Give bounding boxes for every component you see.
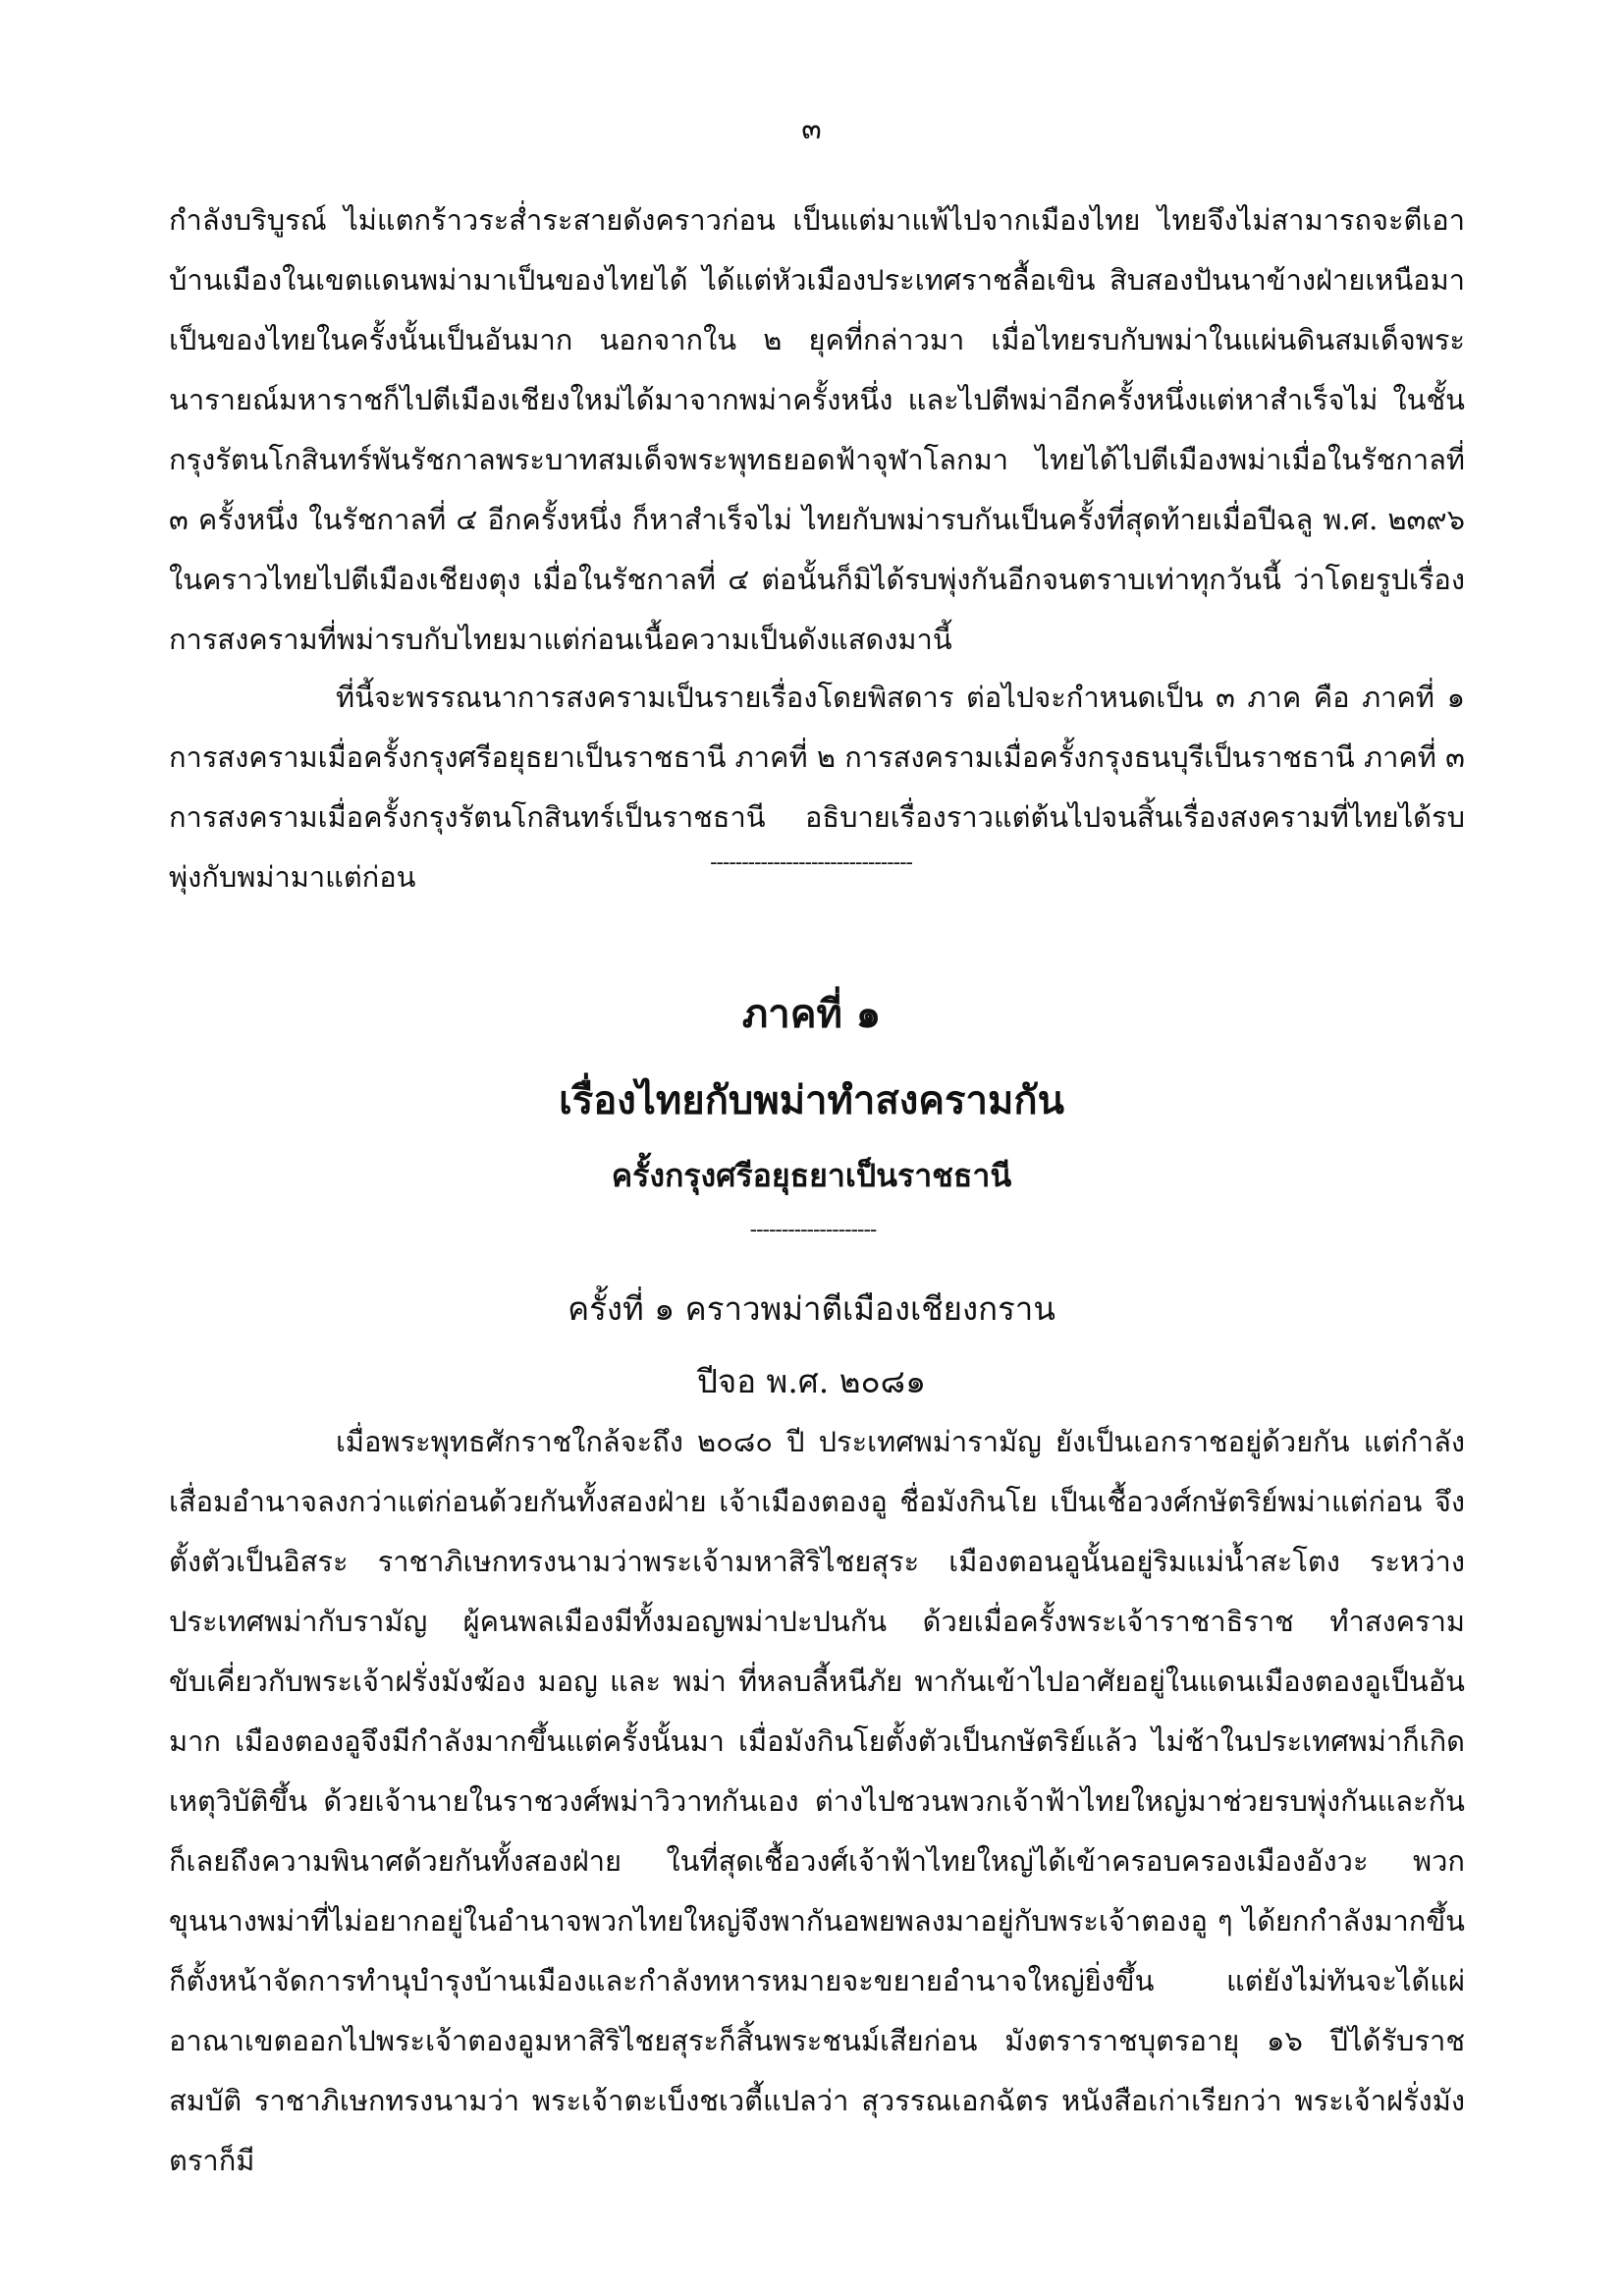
part-heading: ภาคที่ ๑	[741, 991, 882, 1037]
episode-body-block	[169, 1412, 1465, 2191]
overview-paragraph: ที่นี้จะพรรณนาการสงครามเป็นรายเรื่องโดยพิสดาร ต่อไปจะกำหนดเป็น ๓ ภาค คือ ภาคที่ ๑ การสงครามเมื่อครั้งกรุงศรีอยุธยาเป็นราชธานี ภาคที่ ๒ การสงครามเมื่อครั้งกรุงธนบุรีเป็นราชธานี ภาคที่ ๓ การสงครามเมื่อครั้งกรุงรัตนโกสินทร์เป็นราชธานี อธิบายเรื่องราวแต่ต้นไปจนสิ้นเรื่องสงครามที่ไทยได้รบพุ่งกับพม่ามาแต่ก่อน	[169, 681, 1465, 894]
section-separator: --------------------------------	[710, 850, 912, 875]
episode-title: ครั้งที่ ๑ คราวพม่าตีเมืองเชียงกราน	[568, 1289, 1055, 1328]
part-era: ครั้งกรุงศรีอยุธยาเป็นราชธานี	[611, 1157, 1012, 1194]
title-separator: --------------------	[749, 1218, 877, 1242]
intro-paragraph: กำลังบริบูรณ์ ไม่แตกร้าวระส่ำระสายดังคราวก่อน เป็นแต่มาแพ้ไปจากเมืองไทย ไทยจึงไม่สามารถจะตีเอาบ้านเมืองในเขตแดนพม่ามาเป็นของไทยได้ ได้แต่หัวเมืองประเทศราชลื้อเขิน สิบสองปันนาข้างฝ่ายเหนือมาเป็นของไทยในครั้งนั้นเป็นอันมาก นอกจากใน ๒ ยุคที่กล่าวมา เมื่อไทยรบกับพม่าในแผ่นดินสมเด็จพระนารายณ์มหาราชก็ไปตีเมืองเชียงใหม่ได้มาจากพม่าครั้งหนึ่ง และไปตีพม่าอีกครั้งหนึ่งแต่หาสำเร็จไม่ ในชั้นกรุงรัตนโกสินทร์พันรัชกาลพระบาทสมเด็จพระพุทธยอดฟ้าจุฬาโลกมา ไทยได้ไปตีเมืองพม่าเมื่อในรัชกาลที่ ๓ ครั้งหนึ่ง ในรัชกาลที่ ๔ อีกครั้งหนึ่ง ก็หาสำเร็จไม่ ไทยกับพม่ารบกันเป็นครั้งที่สุดท้ายเมื่อปีฉลู พ.ศ. ๒๓๙๖ ในคราวไทยไปตีเมืองเชียงตุง เมื่อในรัชกาลที่ ๔ ต่อนั้นก็มิได้รบพุ่งกันอีกจนตราบเท่าทุกวันนี้ ว่าโดยรูปเรื่องการสงครามที่พม่ารบกับไทยมาแต่ก่อนเนื้อความเป็นดังแสดงมานี้	[169, 203, 1465, 656]
intro-paragraph-block	[169, 191, 1465, 670]
page-number: ๓	[801, 112, 822, 146]
part-subject: เรื่องไทยกับพม่าทำสงครามกัน	[559, 1077, 1064, 1123]
episode-year: ปีจอ พ.ศ. ๒๐๘๑	[696, 1362, 927, 1400]
episode-body: เมื่อพระพุทธศักราชใกล้จะถึง ๒๐๘๐ ปี ประเทศพม่ารามัญ ยังเป็นเอกราชอยู่ด้วยกัน แต่กำลังเสื่อมอำนาจลงกว่าแต่ก่อนด้วยกันทั้งสองฝ่าย เจ้าเมืองตองอู ชื่อมังกินโย เป็นเชื้อวงศ์กษัตริย์พม่าแต่ก่อน จึงตั้งตัวเป็นอิสระ ราชาภิเษกทรงนามว่าพระเจ้ามหาสิริไชยสุระ เมืองตอนอูนั้นอยู่ริมแม่น้ำสะโตง ระหว่างประเทศพม่ากับรามัญ ผู้คนพลเมืองมีทั้งมอญพม่าปะปนกัน ด้วยเมื่อครั้งพระเจ้าราชาธิราช ทำสงครามขับเคี่ยวกับพระเจ้าฝรั่งมังฆ้อง มอญ และ พม่า ที่หลบลี้หนีภัย พากันเข้าไปอาศัยอยู่ในแดนเมืองตองอูเป็นอันมาก เมืองตองอูจึงมีกำลังมากขึ้นแต่ครั้งนั้นมา เมื่อมังกินโยตั้งตัวเป็นกษัตริย์แล้ว ไม่ช้าในประเทศพม่าก็เกิดเหตุวิบัติขึ้น ด้วยเจ้านายในราชวงศ์พม่าวิวาทกันเอง ต่างไปชวนพวกเจ้าฟ้าไทยใหญ่มาช่วยรบพุ่งกันและกัน ก็เลยถึงความพินาศด้วยกันทั้งสองฝ่าย ในที่สุดเชื้อวงศ์เจ้าฟ้าไทยใหญ่ได้เข้าครอบครองเมืองอังวะ พวกขุนนางพม่าที่ไม่อยากอยู่ในอำนาจพวกไทยใหญ่จึงพากันอพยพลงมาอยู่กับพระเจ้าตองอู ๆ ได้ยกกำลังมากขึ้น ก็ตั้งหน้าจัดการทำนุบำรุงบ้านเมืองและกำลังทหารหมายจะขยายอำนาจใหญ่ยิ่งขึ้น แต่ยังไม่ทันจะได้แผ่อาณาเขตออกไปพระเจ้าตองอูมหาสิริไชยสุระก็สิ้นพระชนม์เสียก่อน มังตราราชบุตรอายุ ๑๖ ปีได้รับราชสมบัติ ราชาภิเษกทรงนามว่า พระเจ้าตะเบ็งชเวตี้แปลว่า สุวรรณเอกฉัตร หนังสือเก่าเรียกว่า พระเจ้าฝรั่งมังตราก็มี	[169, 1425, 1465, 2177]
